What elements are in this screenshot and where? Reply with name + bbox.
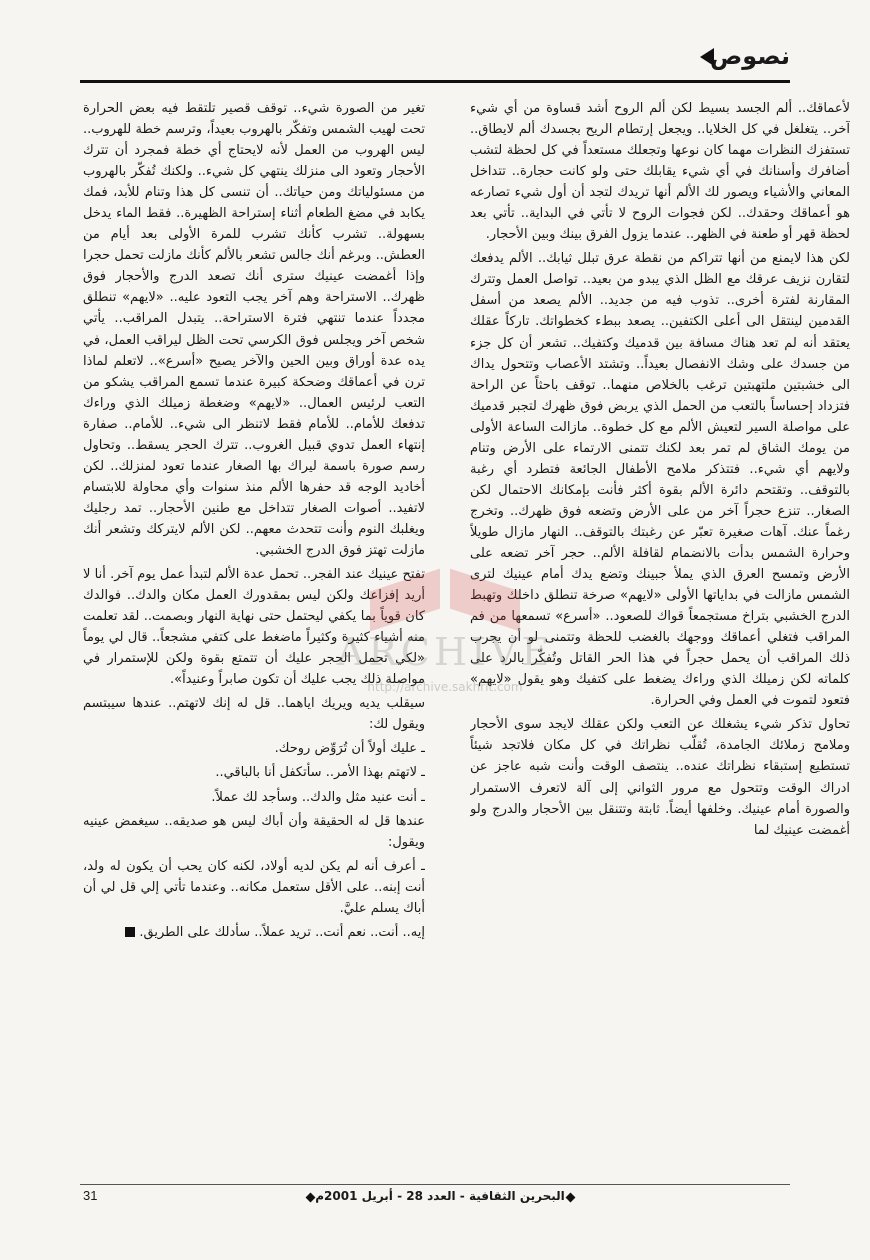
paragraph: لأعماقك.. ألم الجسد بسيط لكن ألم الروح أشد قساوة من أي شيء آخر.. يتغلغل في كل الخلايا.. ويجعل إرتطام الريح بجسدك ألم لايطاق.. تستفزك النظرات مهما كان نوعها وتجعلك مستعداً في كل لحظة لتشب أضافرك وأسنانك في أي شيء يقابلك حتى ولو كانت حجارة.. تتداخل المعاني والأشياء ويصور لك الألم أنها تريدك لتجد أن أول شيء تصارعه هو أعماقك وحقدك.. لكن فجوات الروح لا تأتي في البداية.. تأتي بعد لحظة قهر أو طعنة في الظهر.. عندما يزول الفرق بينك وبين الأحجار. [470, 101, 850, 243]
journal-citation: البحرين الثقافية - العدد 28 - أبريل 2001م [315, 1189, 565, 1203]
paragraph: عندها قل له الحقيقة وأن أباك ليس هو صديقه.. سيغمض عينيه ويقول: [83, 813, 425, 850]
page-number: 31 [83, 1188, 98, 1203]
paragraph: لكن هذا لايمنع من أنها تتراكم من نقطة عرق تبلل ثيابك.. الألم يدفعك لتقارن نزيف عرقك مع الظل الذي يبدو من بعيد.. تواصل العمل وتترك المقارنة لفترة أخرى.. تذوب فيه من جديد.. الألم يصعد من أسفل القدمين لينتقل الى أعلى الكتفين.. يصعد ببطء كخطواتك. تاركاً عقلك يعتقد أنه لم تعد هناك مسافة بين قدميك وكتفيك.. تشعر أن كل جزء من جسدك على وشك الانفصال بعيداً.. وتشتد الأعصاب وتتحول يداك الى خشبتين ملتهبتين ترغب بالخلاص منهما.. توقف باحثاً عن الراحة فتزداد إحساساً بالتعب من الحمل الذي يربض فوق ظهرك لتجبر قدميك على مواصلة السير لتعيش الألم مع كل خطوة.. مازالت الساعة الأولى من يومك الشاق لم تمر بعد لكنك تتمنى الارتماء على الأرض وتنام ولايهم أي شيء.. فتتذكر ملامح الأطفال الجائعة فتطرد أي رغبة بالتوقف.. وتقتحم دائرة الألم بقوة أكثر فأنت بإمكانك الاحتمال لكن الصغار.. تنزع حجراً آخر من على الأرض وتضعه فوق ظهرك.. وتخرج رغماً عنك. آهات صغيرة تعبّر عن رغبتك بالتوقف.. النهار مازال طويلاً وحرارة الشمس بدأت بالانضمام لقافلة الألم.. حجر آخر تضعه على الأرض وتمسح العرق الذي يملأ جبينك وتضع يدك أمام عينيك لترى الشمس مازالت في بداياتها الأولى «لايهم» صرخة تنطلق داخلك وتهبط الدرج الخشبي بتراخ مستجمعاً قواك للصعود.. «أسرع» تسمعها من فم المراقب فتغلي أعماقك ووجهك بالغضب للحظة وتتمنى لو أن يجرب ذلك المراقب أن يحمل حجراً في هذا الحر القاتل وتُفكّر بالرد على كلماته لكن زميلك الذي وراءك يضغط على كتفيك وهو يقول «لايهم» فتعود لتموت في العمل وفي الحرارة. [470, 251, 850, 709]
article-column-left [83, 98, 425, 1158]
triangle-left-icon [700, 48, 714, 66]
paragraph: تفتح عينيك عند الفجر.. تحمل عدة الألم لتبدأ عمل يوم آخر. أنا لا أريد إفزاعك ولكن ليس بمقدورك العمل مكان والدك.. فوالدك كان قوياً بما يكفي ليحتمل حتى نهاية النهار وبصمت.. لقد تعلمت منه أشياء كثيرة وكثيراً ماضغط على كتفي مشجعاً.. قال لي يوماً «لكي تحمل الحجر عليك أن تتمتع بقوة ولكن للإستمرار في مواصلة ذلك يجب عليك أن تكون صابراً وعنيداً». [83, 567, 425, 688]
header-rule [80, 80, 790, 83]
closing-paragraph [83, 922, 425, 943]
dialogue-line: ـ أنت عنيد مثل والدك.. وسأجد لك عملاً. [211, 789, 425, 805]
footer-rule [80, 1184, 790, 1185]
paragraph: تغير من الصورة شيء.. توقف قصير تلتقط فيه بعض الحرارة تحت لهيب الشمس وتفكّر بالهروب بعيداً، وترسم خطة للهروب.. ليس الهروب من العمل لأنه لايحتاج أي خطة فمجرد أن تترك الأحجار وتعود الى منزلك ينتهي كل شيء.. ولكنك تُفكّر بالهروب من مسئولياتك ومن حياتك.. أن تنسى كل هذا وتنام للأبد، فمك يكابد في مضغ الطعام أثناء إستراحة الظهيرة.. فقط الماء يدخل بسهولة.. تشرب كأنك تشرب للمرة الأولى بعد أيام من العطش.. وبرغم أنك جالس تشعر بالألم كأنك مازلت تحمل حجرا وإذا أغمضت عينيك سترى أنك تصعد الدرج والأحجار فوق ظهرك.. الاستراحة وهم آخر يجب التعود عليه.. «لايهم» تنطلق مجدداً عندما تنتهي فترة الاستراحة.. يتبدل المراقب.. يأتي شخص آخر ويجلس فوق الكرسي تحت الظل ليراقب العمل، في يده عدة أوراق وبين الحين والآخر يصيح «أسرع».. لاتعلم لماذا ترن في أعماقك وضحكة كبيرة عندما تسمع المراقب يشكو من التعب لرئيس العمال.. «لايهم» وضغطة زميلك الذي وراءك تدفعك للأمام.. للأمام فقط لاتنظر الى شيء.. للأمام.. صفارة إنتهاء العمل تدوي قبيل الغروب.. تترك الحجر يسقط.. وتحاول رسم صورة باسمة ليراك بها الصغار عندما تعود لمنزلك.. لكن أخاديد الوجه قد حفرها الألم منذ سنوات وأي محاولة للابتسام لاتفيد.. أصوات الصغار تتداخل مع طنين الأحجار.. تمد رجليك ويغلبك النوم وأنت تتحدث معهم.. لكن الألم لايتركك وتشعر أنك مازلت تهتز فوق الدرج الخشبي. [83, 101, 425, 558]
watermark-url: http://archive.sakhrit.com [367, 680, 523, 694]
closing-text: إيه.. أنت.. نعم أنت.. تريد عملاً.. سأدلك على الطريق. [139, 924, 425, 940]
paragraph: تحاول تذكر شيء يشغلك عن التعب ولكن عقلك لايجد سوى الأحجار وملامح زملائك الجامدة، تُقلّب نظراتك في كل مكان فلاتجد شيئاً تستطيع إستبقاء نظراتك عنده.. ينتصف الوقت وأنت شبه عاجز عن ادراك الوقت وتتحول مع مرور الثواني إلى آلة لاتعرف الاستمرار والصورة أمام عينيك. وخلفها أيضاً. ثابتة وتتنقل بين الأحجار والدرج ولو أغمضت عينيك لما [470, 717, 850, 838]
paragraph: سيقلب يديه ويريك اياهما.. قل له إنك لاتهتم.. عندها سيبتسم ويقول لك: [83, 696, 425, 733]
dialogue-line: ـ أعرف أنه لم يكن لديه أولاد، لكنه كان يحب أن يكون له ولد، أنت إبنه.. على الأقل ستعمل مكانه.. وعندما تأتي إلي قل لي أن أباك يسلم عليَّ. [83, 858, 425, 916]
dialogue-line: ـ عليك أولاً أن تُرَوِّض روحك. [274, 741, 425, 757]
article-column-right [470, 98, 850, 1158]
watermark-title: ARCHIVE [336, 630, 554, 674]
dialogue-line: ـ لاتهتم بهذا الأمر.. سأتكفل أنا بالباقي.. [215, 765, 425, 781]
section-label: نصوص [710, 42, 790, 70]
filled-square-icon [125, 927, 135, 937]
page-header [390, 42, 790, 78]
